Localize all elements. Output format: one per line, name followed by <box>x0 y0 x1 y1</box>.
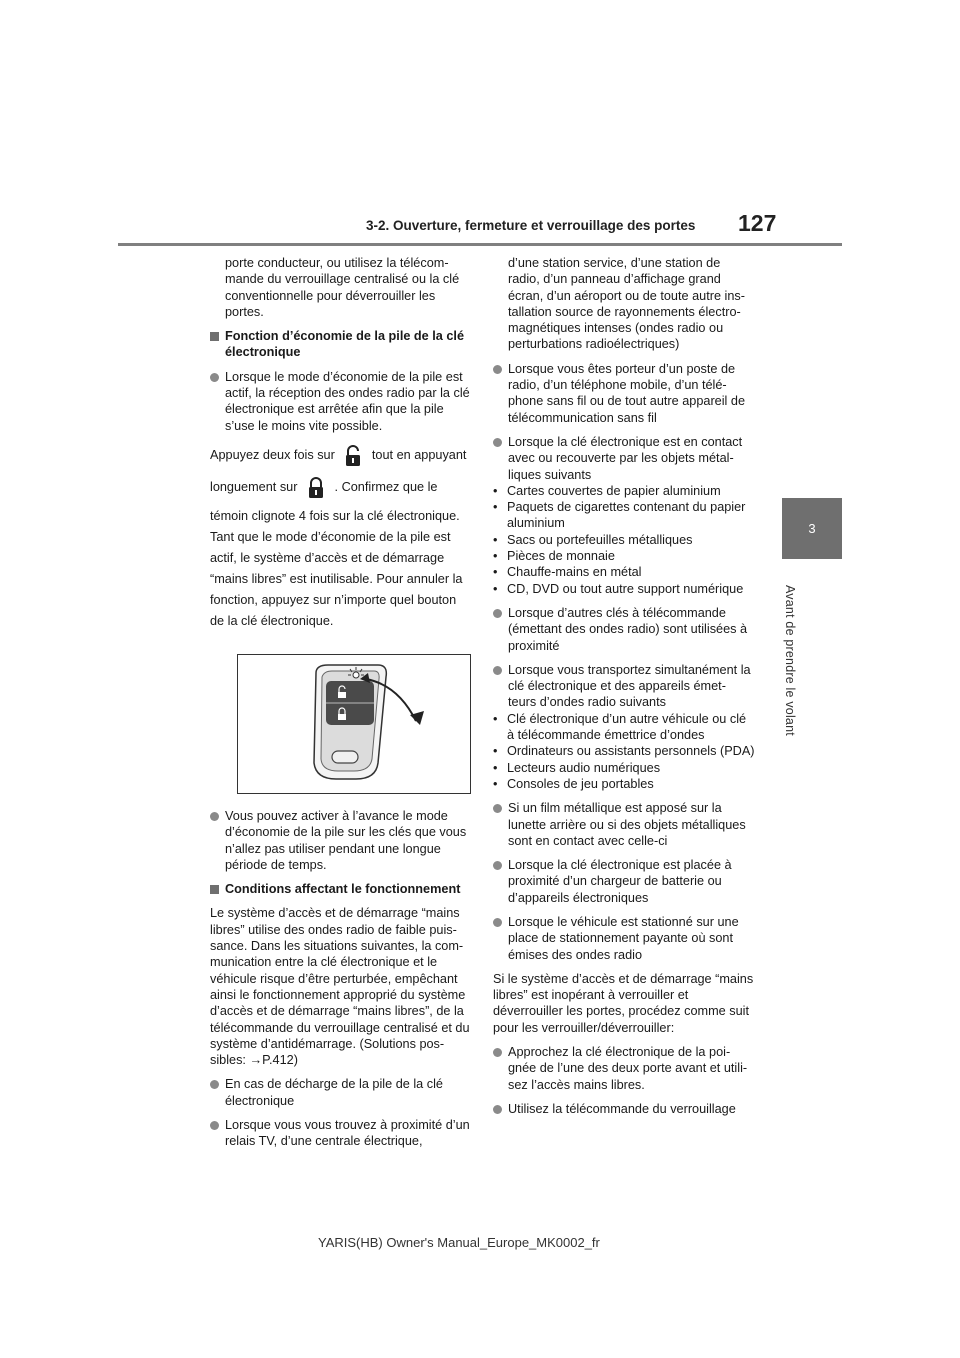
bullet-item <box>493 605 755 654</box>
smart-key-icon <box>238 655 470 793</box>
section-heading-battery-saving <box>210 328 470 361</box>
bullet-dot-icon <box>210 1080 219 1089</box>
lock-button-icon <box>307 477 325 499</box>
heading-text: Fonction d’économie de la pile de la clé électronique <box>225 329 464 360</box>
chapter-label-wrap <box>770 570 810 750</box>
instruction-paragraph <box>210 506 470 632</box>
sub-list-item: • Sacs ou portefeuilles métalliques <box>493 532 755 548</box>
chapter-title: Avant de prendre le volant <box>783 584 797 736</box>
paragraph-line: “mains libres” est inutilisable. Pour annuler la <box>210 571 463 586</box>
sub-item-text: Consoles de jeu portables <box>507 776 654 791</box>
bullet-item <box>493 1044 755 1093</box>
bullet-text: Lorsque vous vous trouvez à proximité d’un relais TV, d’une centrale électrique, <box>225 1118 470 1149</box>
bullet-item <box>493 857 755 906</box>
footer-manual-id: YARIS(HB) Owner's Manual_Europe_MK0002_fr <box>318 1235 600 1250</box>
bullet-item <box>493 914 755 963</box>
sub-list-item: • Consoles de jeu portables <box>493 776 755 792</box>
section-title: 3-2. Ouverture, fermeture et verrouillage des portes <box>366 218 696 233</box>
bullet-text: Lorsque le mode d’économie de la pile est actif, la réception des ondes radio par la clé électronique est arrêtée afin que la pile s’use le moins vite possible. <box>225 369 470 433</box>
instruction-line <box>210 442 470 468</box>
key-illustration <box>237 654 471 794</box>
sub-list-item: • Ordinateurs ou assistants personnels (PDA) <box>493 744 755 759</box>
bullet-text: Approchez la clé électronique de la poi- gnée de l’une des deux porte avant et utili- sez l’accès mains libres. <box>508 1045 748 1092</box>
sub-item-text: Chauffe-mains en métal <box>507 565 642 580</box>
bullet-dot-icon <box>493 609 502 618</box>
page-number: 127 <box>738 210 777 236</box>
instruction-text: Appuyez deux fois sur <box>210 447 335 462</box>
sub-list-item: • Lecteurs audio numériques <box>493 760 755 776</box>
sub-list-item: • Pièces de monnaie <box>493 548 755 564</box>
header-divider <box>118 243 842 246</box>
instruction-text: tout en appuyant <box>371 447 467 462</box>
sub-item-text: Clé électronique d’un autre véhicule ou clé à télécommande émettrice d’ondes <box>507 711 747 743</box>
bullet-dot-icon <box>493 438 502 447</box>
bullet-text: Si un film métallique est apposé sur la lunette arrière ou si des objets métalliques sont en contact avec celle-ci <box>508 801 746 848</box>
bullet-text: En cas de décharge de la pile de la clé électronique <box>225 1077 443 1108</box>
sub-list-item: • Paquets de cigarettes contenant du papier aluminium <box>493 499 755 532</box>
bullet-text: Lorsque d’autres clés à télécommande (émettant des ondes radio) sont utilisées à proximité <box>508 605 748 653</box>
continued-paragraph: d’une station service, d’une station de radio, d’un panneau d’affichage grand écran, d’un aéroport ou de toute autre ins- tallation source de rayonnements électro- magnétiques intenses (ondes radio ou perturbations radioélectriques) <box>508 256 745 352</box>
bullet-dot-icon <box>493 365 502 374</box>
instruction-line <box>210 474 470 500</box>
section-heading-conditions <box>210 881 470 897</box>
sub-list-item: • Clé électronique d’un autre véhicule ou clé à télécommande émettrice d’ondes <box>493 711 755 744</box>
bullet-text: Lorsque vous transportez simultanément la clé électronique et des appareils émet- teurs d’ondes radio suivants <box>508 662 751 710</box>
sub-list <box>493 711 755 792</box>
sub-list <box>493 483 755 597</box>
bullet-item <box>210 369 470 434</box>
sub-item-text: Cartes couvertes de papier aluminium <box>507 483 721 498</box>
sub-item-text: Pièces de monnaie <box>507 549 615 564</box>
sub-list-item: • CD, DVD ou tout autre support numérique <box>493 581 755 597</box>
bullet-item <box>493 800 755 849</box>
bullet-item <box>493 662 755 711</box>
bullet-text: Lorsque la clé électronique est en contact avec ou recouverte par les objets métal- liques suivants <box>508 434 743 482</box>
bullet-item <box>493 434 755 483</box>
bullet-text: Lorsque la clé électronique est placée à proximité d’un chargeur de batterie ou d’appareils électroniques <box>508 858 732 905</box>
sub-list-item: • Cartes couvertes de papier aluminium <box>493 483 755 499</box>
fallback-paragraph: Si le système d’accès et de démarrage “mains libres” est inopérant à verrouiller et déverrouiller les portes, procédez comme suit pour les verrouiller/déverrouiller: <box>493 971 754 1035</box>
continued-paragraph: porte conducteur, ou utilisez la télécom- mande du verrouillage centralisé ou la clé conventionnelle pour déverrouiller les portes. <box>225 256 460 319</box>
bullet-dot-icon <box>493 918 502 927</box>
bullet-dot-icon <box>210 1121 219 1130</box>
bullet-item <box>210 1076 470 1109</box>
instruction-text: longuement sur <box>210 479 298 494</box>
bullet-text: Utilisez la télécommande du verrouillage <box>508 1101 736 1116</box>
bullet-dot-icon <box>493 804 502 813</box>
bullet-item <box>493 1101 755 1117</box>
left-column <box>210 255 470 1158</box>
bullet-item <box>210 808 470 873</box>
paragraph-line: Tant que le mode d’économie de la pile est <box>210 529 451 544</box>
paragraph-line: témoin clignote 4 fois sur la clé électronique. <box>210 508 460 523</box>
paragraph-line: actif, le système d’accès et de démarrage <box>210 550 445 565</box>
sub-item-text: Sacs ou portefeuilles métalliques <box>507 532 693 547</box>
unlock-button-icon <box>344 445 362 467</box>
bullet-dot-icon <box>210 373 219 382</box>
sub-item-text: Ordinateurs ou assistants personnels (PDA) <box>507 744 755 759</box>
sub-list-item: • Chauffe-mains en métal <box>493 564 755 580</box>
bullet-text: Lorsque vous êtes porteur d’un poste de radio, d’un téléphone mobile, d’un télé- phone sans fil ou de tout autre appareil de télécommunication sans fil <box>508 361 746 425</box>
right-column <box>493 255 755 1125</box>
bullet-dot-icon <box>493 666 502 675</box>
chapter-tab: 3 <box>782 498 842 559</box>
conditions-paragraph: Le système d’accès et de démarrage “mains libres” utilise des ondes radio de faible puis- sance. Dans les situations suivantes, la com- munication entre la clé électronique et le véhicule risque d’être perturbée, empêchant ainsi le fonctionnement approprié du système d’accès et de démarrage “mains libres”, de la télécommande du verrouillage centralisé et du système d’antidémarrage. (Solutions pos- sibles: →P.412) <box>210 906 470 1068</box>
bullet-text: Vous pouvez activer à l’avance le mode d’économie de la pile sur les clés que vous n’allez pas utiliser pendant une longue période de temps. <box>225 808 467 872</box>
bullet-dot-icon <box>493 861 502 870</box>
sub-item-text: CD, DVD ou tout autre support numérique <box>507 581 744 596</box>
heading-text: Conditions affectant le fonctionnement <box>225 882 461 897</box>
heading-square-icon <box>210 885 219 894</box>
instruction-text: . Confirmez que le <box>334 479 438 494</box>
bullet-dot-icon <box>210 812 219 821</box>
sub-item-text: Paquets de cigarettes contenant du papier aluminium <box>507 500 746 531</box>
paragraph-line: fonction, appuyez sur n’importe quel bouton <box>210 592 457 607</box>
paragraph-line: de la clé électronique. <box>210 613 334 628</box>
bullet-dot-icon <box>493 1105 502 1114</box>
bullet-dot-icon <box>493 1048 502 1057</box>
bullet-item <box>493 361 755 426</box>
bullet-item <box>210 1117 470 1150</box>
sub-item-text: Lecteurs audio numériques <box>507 760 661 775</box>
bullet-text: Lorsque le véhicule est stationné sur une place de stationnement payante où sont émises des ondes radio <box>508 914 739 962</box>
heading-square-icon <box>210 332 219 341</box>
